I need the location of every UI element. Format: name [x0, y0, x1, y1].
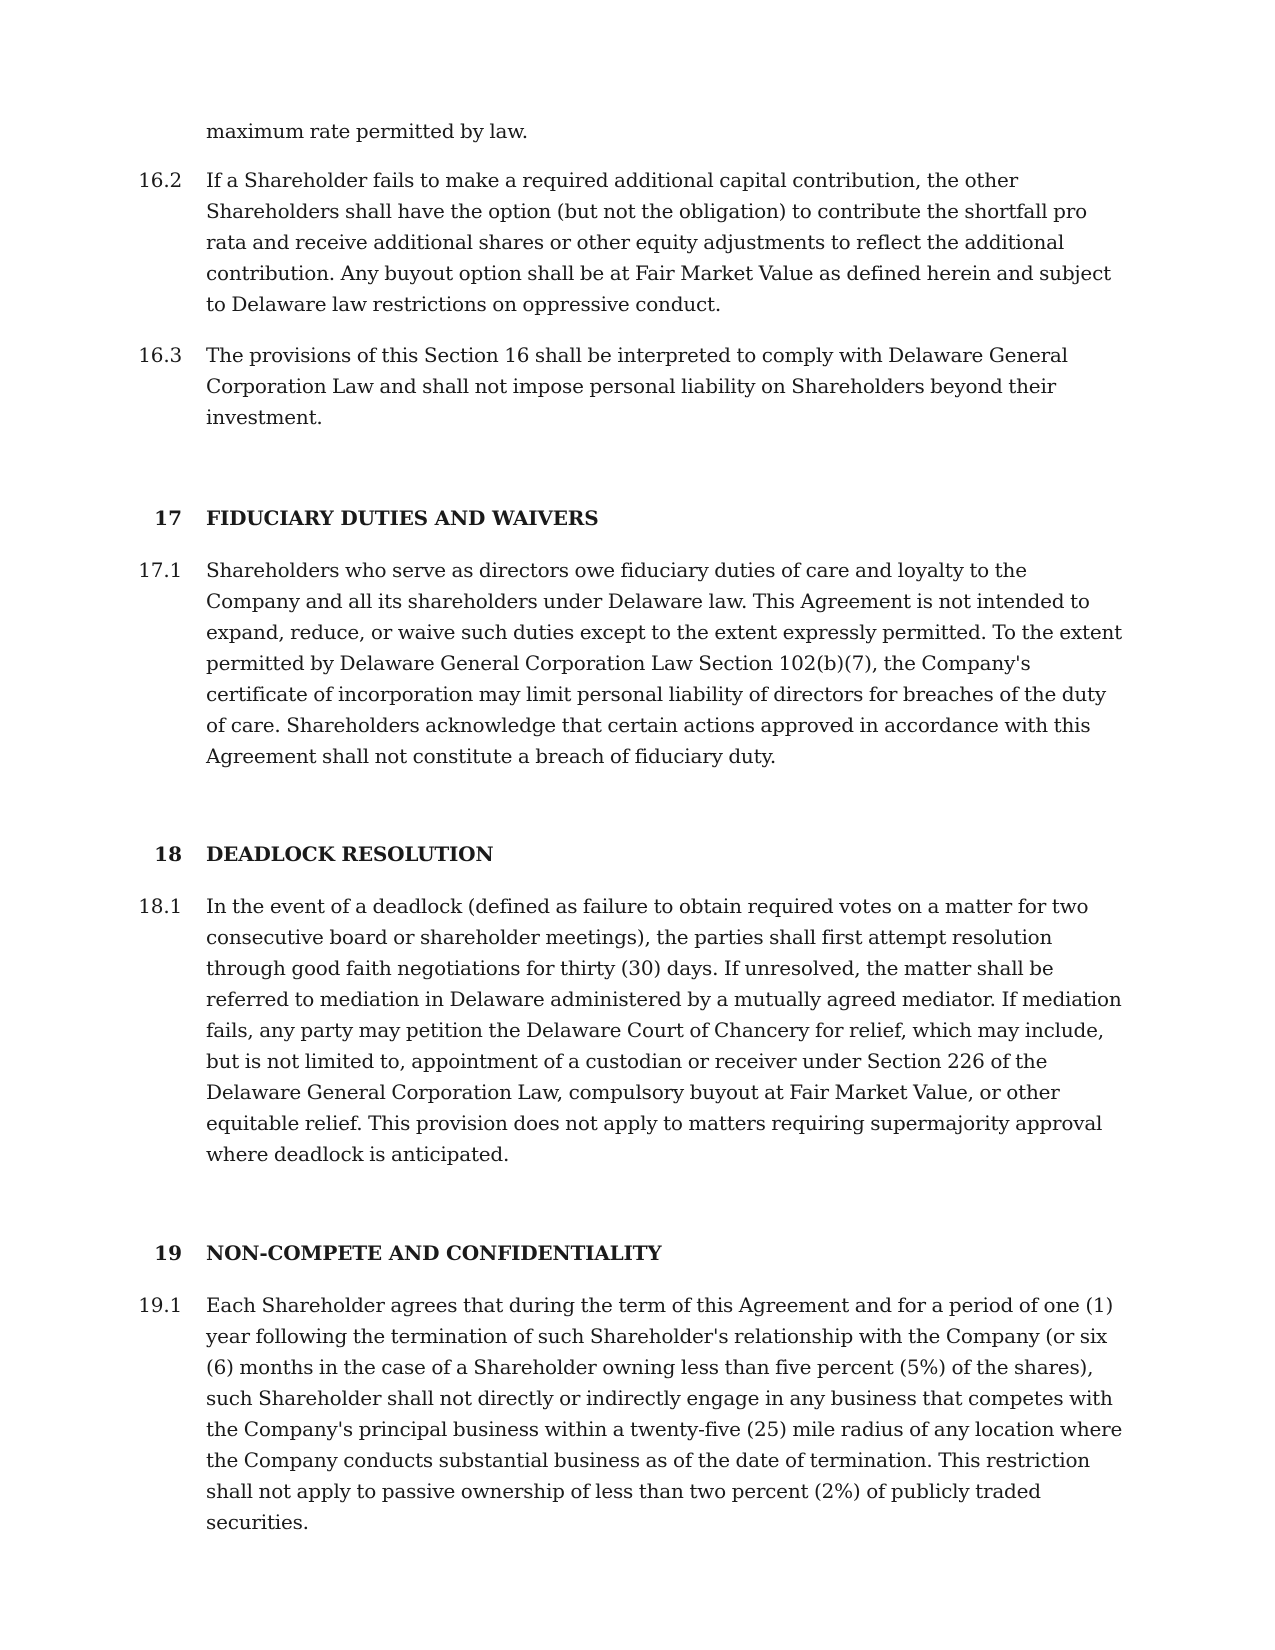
clause-text: In the event of a deadlock (defined as failure to obtain required votes on a matter for two consecutive board or shareholder meetings), the parties shall first attempt resolution through good faith negotiations for thirty (30) days. If unresolved, the matter shall be referred to mediation in Delaware administered by a mutually agreed mediator. If mediation fails, any party may petition the Delaware Court of Chancery for relief, which may include, but is not limited to, appointment of a custodian or receiver under Section 226 of the Delaware General Corporation Law, compulsory buyout at Fair Market Value, or other equitable relief. This provision does not apply to matters requiring supermajority approval where deadlock is anticipated.: [206, 894, 1122, 1166]
clause-number: 18.1: [138, 894, 182, 918]
clause-number: 16.3: [138, 343, 182, 367]
section-number: 17: [154, 506, 182, 530]
section-heading: DEADLOCK RESOLUTION: [206, 842, 494, 866]
clause-text: Shareholders who serve as directors owe fiduciary duties of care and loyalty to the Company and all its shareholders under Delaware law. This Agreement is not intended to expand, reduce, or waive such duties except to the extent expressly permitted. To the extent permitted by Delaware General Corporation Law Section 102(b)(7), the Company's certificate of incorporation may limit personal liability of directors for breaches of the duty of care. Shareholders acknowledge that certain actions approved in accordance with this Agreement shall not constitute a breach of fiduciary duty.: [206, 558, 1122, 768]
clause-number: 17.1: [138, 558, 182, 582]
clause-text: Each Shareholder agrees that during the term of this Agreement and for a period of one (1) year following the termination of such Shareholder's relationship with the Company (or six (6) months in the case of a Shareholder owning less than five percent (5%) of the shares), such Shareholder shall not directly or indirectly engage in any business that competes with the Company's principal business within a twenty-five (25) mile radius of any location where the Company conducts substantial business as of the date of termination. This restriction shall not apply to passive ownership of less than two percent (2%) of publicly traded securities.: [206, 1293, 1123, 1534]
section-number: 18: [154, 842, 182, 866]
clause-text: If a Shareholder fails to make a required additional capital contribution, the other Shareholders shall have the option (but not the obligation) to contribute the shortfall pro rata and receive additional shares or other equity adjustments to reflect the additional contribution. Any buyout option shall be at Fair Market Value as defined herein and subject to Delaware law restrictions on oppressive conduct.: [206, 168, 1111, 316]
section-heading: FIDUCIARY DUTIES AND WAIVERS: [206, 506, 599, 530]
section-heading: NON-COMPETE AND CONFIDENTIALITY: [206, 1241, 662, 1265]
clause-number: 19.1: [138, 1293, 182, 1317]
section-number: 19: [154, 1241, 182, 1265]
continuation-text: maximum rate permitted by law.: [206, 119, 528, 143]
clause-number: 16.2: [138, 168, 182, 192]
clause-text: The provisions of this Section 16 shall be interpreted to comply with Delaware General Corporation Law and shall not impose personal liability on Shareholders beyond their investment.: [206, 343, 1068, 429]
